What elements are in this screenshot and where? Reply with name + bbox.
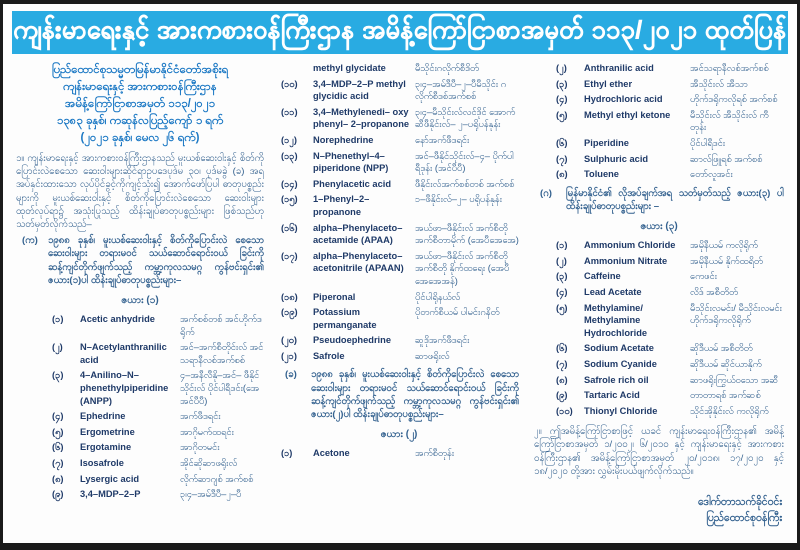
chemical-number: (၁၁) — [280, 106, 298, 117]
chemical-row — [52, 457, 264, 470]
chemical-translation: အာဂိုမက်ထရင်း — [180, 426, 234, 437]
government-heading — [16, 62, 264, 147]
chemical-name: 1–Phenyl–2– propanone — [312, 194, 370, 217]
chemical-number: (၃) — [556, 78, 568, 89]
chemical-row — [556, 153, 784, 166]
chemical-name: Methylamine/ Methylamine Hydrochloride — [584, 302, 648, 338]
chemical-row — [281, 150, 519, 175]
chemical-translation: ၁–ဖီနိုင်းလ်–၂– ပရိုပန်နုန်း — [414, 194, 502, 205]
table-2-list-part2 — [534, 62, 784, 184]
chemical-row — [556, 389, 784, 402]
chemical-translation: အာဂိုတမင်း — [180, 442, 220, 453]
chemical-row — [281, 306, 519, 331]
chemical-name: 3,4–Methylenedi– oxy phenyl– 2–propanone — [312, 106, 410, 130]
chemical-translation: နော်အက်ဖီဒရင်း — [414, 134, 470, 145]
clause-kha — [285, 368, 519, 421]
chemical-number — [281, 62, 313, 75]
chemical-translation: အက်စစ်တစ် အင်ဟိုက်ဒရိုက် — [180, 314, 262, 337]
chemical-translation: ပိုင်ပါရီဒင်း — [690, 137, 726, 148]
chemical-translation: အင်–ဖီနိုင်သိုင်းလ်–၄– ပိုက်ပါရီဒုန်း (အင်ပီပီ) — [414, 150, 514, 174]
chemical-name: Ergotamine — [80, 442, 132, 453]
chemical-number: (၁၅) — [280, 194, 298, 205]
chemical-row — [556, 405, 784, 418]
table-1-title: ဇယား (၁) — [121, 295, 159, 307]
heading-line-order-number: အမိန့်ကြော်ငြာစာအမှတ် ၁၁၃/၂၀၂၁ — [64, 98, 216, 110]
paragraph-2: ၂။ ဤအမိန့်ကြော်ငြာစာဖြင့် ယခင် ကျန်းမာရေးဝန်ကြီးဌာန၏ အမိန့်ကြော်ငြာစာအမှတ် ၁/၂၀၀၂၊ ၆/၂၀၁၀ နှင့် ကျန်းမာရေးနှင့် အားကစားဝန်ကြီးဌာန၏ အမိန့်ကြော်ငြာစာအမှတ် ၂၀/၂၀၁၈၊ ၁၇/၂၀၂၀ နှင့် ၁၈/၂၀၂၀ တို့အား လွှမ်းမိုးပယ်ဖျက်လိုက်သည်။ — [534, 426, 784, 477]
chemical-number: (၆) — [52, 442, 64, 453]
chemical-translation: အယ်ဖာ–ဖီနိုင်းလ် အက်စီတိုအက်စီတို နိုက်ထရေး (အေပီအေအေအန်) — [414, 250, 510, 286]
chemical-name: Safrole rich oil — [584, 374, 649, 385]
chemical-name: 3,4–MDP–2–P — [80, 489, 141, 500]
chemical-translation: မီသိုင်းလမင်း/ မီသိုင်းလမင်း ဟိုက်ဒရိုကလိုရိုက် — [690, 302, 782, 326]
column-1 — [16, 62, 264, 546]
clause-ka-text: ၁၉၈၈ ခုနှစ်၊ မူးယစ်ဆေးဝါးနှင့် စိတ်ကိုပြောင်းလဲ စေသောဆေးဝါးများ တရားမဝင် သယ်ဆောင်ရောင်းဝယ် ခြင်းကို ဆန့်ကျင်တိုက်ဖျက်သည့် ကမ္ဘာ့ကုလသမဂ္ဂ ကွန်ဗင်းရှင်း၏ ဇယား(၁)ပါ ထိန်းချုပ်ဓာတုပစ္စည်းများ– — [48, 235, 264, 286]
document-body — [3, 58, 797, 546]
chemical-translation: ဆာဖရိုးလ် — [414, 350, 450, 361]
chemical-row — [52, 369, 264, 407]
chemical-number: (၁) — [280, 448, 293, 459]
chemical-name: Lysergic acid — [80, 473, 140, 484]
chemical-name: Caffeine — [584, 271, 621, 282]
chemical-translation: ဆာလ်ဖြူရစ် အက်စစ် — [690, 153, 763, 164]
chemical-translation: အင်သရာနီလစ်အက်စစ် — [690, 63, 769, 73]
chemical-name: Hydrochloric acid — [584, 94, 663, 105]
paragraph-1: ၁။ ကျန်းမာရေးနှင့် အားကစားဝန်ကြီးဌာနသည် မူးယစ်ဆေးဝါးနှင့် စိတ်ကိုပြောင်းလဲစေသော ဆေးဝါးများဆိုင်ရာဥပဒေပုဒ်မ ၃၀၊ ပုဒ်မခွဲ (ခ) အရ အပ်နှင်းထားသော လုပ်ပိုင်ခွင့်ကိုကျင့်သုံး၍ အောက်ဖော်ပြပါ ဓာတုပစ္စည်းများကို မူးယစ်ဆေးဝါးနှင့် စိတ်ကိုပြောင်းလဲစေသော ဆေးဝါးများထုတ်လုပ်ရာ၌ အသုံးပြုသည့် ထိန်းချုပ်ဓာတုပစ္စည်းများ ဖြစ်သည်ဟု သတ်မှတ်လိုက်သည်– — [16, 153, 264, 231]
heading-line-myanmar-date: ၁၃၈၃ ခုနှစ်၊ ကဆုန်လပြည့်ကျော် ၁ ရက် — [56, 115, 224, 127]
chemical-number: (၂) — [556, 63, 567, 73]
chemical-translation: ဟိုက်ဒရိုကလိုရစ် အက်စစ် — [690, 94, 778, 105]
chemical-number: (၆) — [556, 137, 568, 148]
chemical-name: 4–Anilino–N–phenethylpiperidine (ANPP) — [80, 370, 169, 406]
chemical-row — [556, 270, 784, 283]
chemical-translation: လိဒ် အစီတိတ် — [690, 286, 739, 297]
chemical-name: Potassium permanganate — [312, 307, 377, 330]
chemical-row — [556, 286, 784, 299]
chemical-translation: ဖီနိုင်းလ်အက်စစ်တစ် အက်စစ် — [414, 178, 515, 189]
clause-ga — [540, 187, 784, 213]
chemical-translation: တော်လူအင်း — [690, 169, 733, 180]
chemical-translation: ပိုင်ပါရိုနယ်လ် — [414, 291, 461, 302]
chemical-row — [52, 473, 264, 486]
chemical-name: Sulphuric acid — [584, 153, 649, 164]
chemical-translation: ၃၊၄–အမ်ဒီပီ–၂–ပီမီသိုင်း ဂလိုက်စီဒစ်အက်စစ် — [414, 78, 507, 102]
chemical-row — [281, 106, 519, 131]
chemical-name: Piperidine — [584, 137, 629, 148]
chemical-translation: ၄–အနီလီနို–အင်– ဖီနိုင်သိုင်းလ် ပိုင်ပါရီဒင်း(အေအင်ပီပီ) — [180, 370, 260, 406]
chemical-row — [52, 488, 264, 501]
chemical-row — [556, 168, 784, 181]
chemical-number: (၈) — [52, 473, 64, 484]
chemical-translation: ကေဖင်း — [690, 271, 718, 282]
chemical-number: (၁၈) — [280, 291, 298, 302]
column-2 — [279, 62, 519, 546]
chemical-number: (၉) — [556, 390, 568, 401]
chemical-translation: ၃၊၄–အမ်ဒီပီ–၂–ပီ — [180, 489, 242, 500]
chemical-translation: အက်စီတုန်း — [414, 448, 455, 459]
chemical-row — [556, 239, 784, 252]
chemical-translation: ဆိုဒီယမ် အစီတိတ် — [690, 343, 753, 354]
chemical-number: (၂၁) — [280, 350, 297, 361]
chemical-row — [556, 342, 784, 355]
chemical-name: Ephedrine — [80, 411, 126, 422]
chemical-name: Piperonal — [312, 291, 356, 302]
chemical-row — [281, 134, 519, 147]
table-2-list-part1 — [279, 447, 519, 463]
chemical-number: (၉) — [52, 489, 64, 500]
chemical-number: (၈) — [556, 169, 568, 180]
chemical-translation: အက်ဖီဒရင်း — [180, 411, 221, 422]
chemical-name: Ammonium Chloride — [584, 240, 676, 251]
chemical-translation: အင်–အက်စီတိုင်းလ် အင်သရာနီလစ်အက်စစ် — [180, 342, 264, 365]
chemical-name: Methyl ethyl ketone — [584, 109, 671, 120]
chemical-number: (၁၃) — [280, 150, 298, 161]
column-3 — [534, 62, 784, 546]
chemical-number: (၃) — [52, 370, 64, 381]
chemical-row — [52, 426, 264, 439]
chemical-row — [281, 291, 519, 304]
chemical-name: Isosafrole — [80, 457, 124, 468]
chemical-number: (၁၉) — [280, 307, 298, 318]
chemical-name: alpha–Phenylaceto– acetonitrile (APAAN) — [312, 250, 404, 274]
chemical-name: Thionyl Chloride — [584, 405, 658, 416]
signatory-title: ပြည်ထောင်စုဝန်ကြီး — [706, 512, 782, 525]
chemical-translation: သိုင်အိုနိုင်းလ် ကလိုရိုက် — [690, 405, 769, 416]
chemical-translation: မီသိုင်းဂလိုက်စီဒိတ် — [414, 63, 480, 73]
table-1-list-part1 — [16, 313, 264, 504]
chemical-name: Anthranilic acid — [584, 63, 654, 73]
chemical-number: (၅) — [556, 302, 568, 313]
chemical-translation: အီသိုင်းလ် အီသာ — [690, 78, 748, 89]
chemical-name: Ammonium Nitrate — [584, 255, 668, 266]
chemical-translation: မီသိုင်းလ် အီသိုင်းလ် ကီတုန်း — [690, 109, 769, 133]
chemical-number: (၁) — [556, 240, 568, 251]
chemical-name: Ergometrine — [80, 426, 135, 437]
chemical-number: (၁၀) — [556, 405, 573, 416]
chemical-number: (၂) — [52, 342, 63, 353]
chemical-translation: ဆာဖရိုးကြွယ်ဝသော အဆီ — [690, 374, 779, 385]
chemical-row — [281, 447, 519, 460]
chemical-translation: ပိုတက်စီယမ် ပါမင်းဂနိတ် — [414, 307, 500, 318]
chemical-number: (၈) — [556, 374, 568, 385]
table-1-list-part2 — [279, 62, 519, 365]
chemical-translation: တာတာရစ် အက်ဆစ် — [690, 390, 761, 401]
chemical-name: Pseudoephedrine — [312, 335, 391, 346]
table-3-list — [534, 239, 784, 420]
table-3-title: ဇယား (၃) — [640, 221, 678, 233]
chemical-name: N–Acetylanthranilic acid — [80, 342, 167, 365]
chemical-row — [52, 410, 264, 423]
chemical-name: Safrole — [312, 350, 345, 361]
chemical-row — [281, 250, 519, 288]
chemical-row — [281, 222, 519, 247]
chemical-name: Phenylacetic acid — [312, 178, 392, 189]
banner-title: ကျန်းမာရေးနှင့် အားကစားဝန်ကြီးဌာန အမိန့်ကြော်ငြာစာအမှတ် ၁၁၃/၂၀၂၁ ထုတ်ပြန် — [13, 16, 787, 44]
chemical-row — [281, 334, 519, 347]
chemical-number: (၁၀) — [280, 78, 298, 89]
chemical-number: (၄) — [52, 411, 64, 422]
chemical-row — [52, 341, 264, 366]
chemical-number: (၁) — [52, 314, 64, 325]
clause-kha-text: ၁၉၈၈ ခုနှစ်၊ မူးယစ်ဆေးဝါးနှင့် စိတ်ကိုပြောင်းလဲ စေသောဆေးဝါးများ တရားမဝင် သယ်ဆောင်ရောင်းဝယ် ခြင်းကို ဆန့်ကျင်တိုက်ဖျက်သည့် ကမ္ဘာ့ကုလသမဂ္ဂ ကွန်ဗင်းရှင်း၏ ဇယား(၂)ပါ ထိန်းချုပ်ဓာတုပစ္စည်းများ– — [310, 369, 520, 421]
chemical-name: Ethyl ether — [584, 78, 633, 89]
chemical-number: (၇) — [556, 358, 568, 369]
heading-line-ministry: ကျန်းမာရေးနှင့် အားကစားဝန်ကြီးဌာန — [63, 81, 217, 93]
chemical-translation: အမိုနီယမ် နိုက်ထရိတ် — [690, 255, 763, 266]
chemical-translation: ဆူဒိုအက်ဖီဒရင်း — [414, 335, 470, 346]
header-banner — [12, 11, 788, 54]
chemical-row — [556, 255, 784, 268]
chemical-name: Lead Acetate — [584, 286, 642, 297]
chemical-name: N–Phenethyl–4– piperidone (NPP) — [312, 150, 389, 174]
chemical-name: Tartaric Acid — [584, 390, 640, 401]
chemical-row — [556, 93, 784, 106]
chemical-number: (၄) — [556, 286, 568, 297]
chemical-translation: အယ်ဖာ–ဖီနိုင်းလ် အက်စီတိုအက်စီတာမိုက် (အေပီအေအေ) — [414, 222, 519, 246]
chemical-number: (၁၄) — [280, 178, 298, 189]
chemical-number: (၂၀) — [280, 335, 297, 346]
chemical-name: Sodium Acetate — [584, 343, 654, 354]
chemical-translation: အမိုနီယမ် ကလိုရိုက် — [690, 240, 758, 251]
chemical-row — [52, 313, 264, 338]
chemical-translation: လိုက်ဆာဂျစ် အက်စစ် — [180, 473, 254, 484]
chemical-number: (၃) — [556, 271, 568, 282]
chemical-translation: ဆိုဒီယမ် ဆိုင်ယာနိုက် — [690, 358, 762, 369]
chemical-row — [556, 358, 784, 371]
clause-ka — [22, 234, 264, 287]
chemical-number: (၅) — [556, 109, 568, 120]
chemical-row — [556, 137, 784, 150]
chemical-row — [281, 350, 519, 363]
chemical-name: Toluene — [584, 169, 619, 180]
chemical-number: (၇) — [556, 153, 568, 164]
chemical-row — [281, 78, 519, 103]
signature-block — [534, 494, 784, 526]
chemical-number: (၁၇) — [280, 250, 298, 261]
chemical-number: (၁၆) — [280, 222, 298, 233]
chemical-number: (၇) — [52, 457, 64, 468]
chemical-translation: ၃၊၄–မီသိုင်းလ်လင်ဒိုင် အောက်ဆီဖီနိုင်းလ်– ၂–ပရိုပန်နုန်း — [414, 106, 516, 130]
chemical-name: 3,4–MDP–2–P methyl glycidic acid — [312, 78, 406, 102]
chemical-number: (၆) — [556, 343, 568, 354]
clause-ka-label: (က) — [22, 235, 38, 247]
chemical-number: (၅) — [52, 426, 64, 437]
table-2-title: ဇယား (၂) — [380, 429, 418, 441]
chemical-row — [556, 78, 784, 91]
chemical-row — [52, 441, 264, 454]
clause-ga-text: မြန်မာနိုင်ငံ၏ လိုအပ်ချက်အရ သတ်မှတ်သည့် ဇယား(၃) ပါ ထိန်းချုပ်ဓာတုပစ္စည်းများ – — [566, 187, 784, 212]
chemical-name: alpha–Phenylaceto– acetamide (APAA) — [312, 222, 403, 246]
chemical-translation: အိုင်ဆိုဆာဖရိုးလ် — [180, 457, 238, 468]
chemical-name: Acetone — [312, 448, 350, 459]
clause-ga-label: (ဂ) — [540, 187, 552, 199]
chemical-number: (၂) — [556, 255, 567, 266]
chemical-name: Sodium Cyanide — [584, 358, 657, 369]
chemical-number: (၄) — [556, 94, 568, 105]
chemical-number: (၁၂) — [280, 134, 297, 145]
chemical-row — [281, 193, 519, 218]
chemical-row — [556, 62, 784, 75]
chemical-name: Acetic anhydride — [80, 314, 155, 325]
chemical-name: methyl glycidate — [312, 63, 386, 73]
chemical-row — [281, 178, 519, 191]
heading-line-gregorian-date: (၂၀၂၁ ခုနှစ်၊ မေလ ၂၆ ရက်) — [80, 132, 200, 144]
heading-line-government: ပြည်ထောင်စုသမ္မတမြန်မာနိုင်ငံတော်အစိုးရ — [51, 64, 229, 76]
signatory-name: ဒေါက်တာသက်ခိုင်ဝင်း — [698, 496, 782, 509]
chemical-row — [556, 374, 784, 387]
chemical-row — [556, 302, 784, 340]
clause-kha-label: (ခ) — [284, 369, 297, 381]
chemical-row — [281, 62, 519, 75]
chemical-name: Norephedrine — [312, 134, 374, 145]
chemical-row — [556, 109, 784, 134]
